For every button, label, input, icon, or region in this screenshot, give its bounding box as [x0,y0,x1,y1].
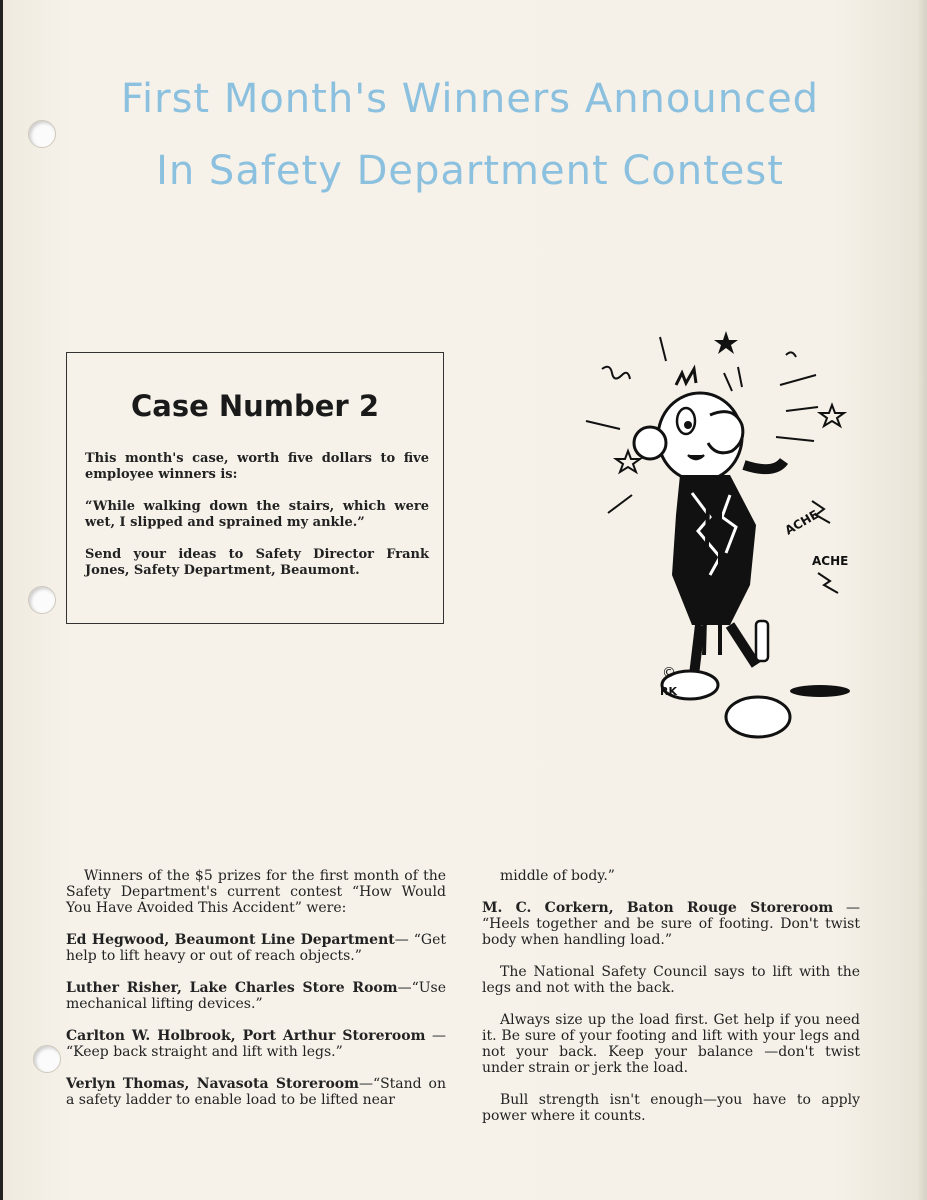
winner-quote: —“Use mechanical lifting devices.” [66,980,446,1012]
right-column [482,868,860,1140]
binder-hole [33,1045,61,1073]
winner-entry [66,1076,446,1108]
case-title: Case Number 2 [130,389,379,423]
winner-entry [482,900,860,948]
winner-entry [66,1028,446,1060]
winner-name: Ed Hegwood, Beaumont Line Department [66,932,395,948]
page-left-edge [0,0,3,1200]
winner-quote: — “Get help to lift heavy or out of reach objects.” [66,932,446,964]
winner-entry [66,980,446,1012]
safety-council-paragraph: The National Safety Council says to lift with the legs and not with the back. [482,964,860,996]
winner-quote: — “Heels together and be sure of footing. Don't twist body when handling load.” [482,900,860,948]
winner-quote: —“Stand on a safety ladder to enable load to be lifted near [66,1076,446,1108]
case-intro: This month's case, worth five dollars to five employee winners is: [85,451,429,482]
page-right-shadow [917,0,927,1200]
continuation-text: middle of body.” [500,868,615,884]
winner-name: Carlton W. Holbrook, Port Arthur Storeroom [66,1028,426,1044]
artist-signature: RK [660,685,677,698]
headline-line-1: First Month's Winners Announced [120,76,820,122]
binder-hole [28,120,56,148]
case-box [66,352,444,624]
case-instructions: Send your ideas to Safety Director Frank Jones, Safety Department, Beaumont. [85,547,429,578]
winner-name: M. C. Corkern, Baton Rouge Storeroom [482,900,834,916]
binder-hole [28,586,56,614]
left-column [66,868,446,1124]
winner-name: Luther Risher, Lake Charles Store Room [66,980,398,996]
winner-entry [66,932,446,964]
intro-paragraph: Winners of the $5 prizes for the first month of the Safety Department's current contest “How Would You Have Avoided This Accident” were: [66,868,446,916]
case-quote: “While walking down the stairs, which were wet, I slipped and sprained my ankle.” [85,499,429,530]
cartoon-illustration [580,325,860,755]
closing-paragraph: Bull strength isn't enough—you have to apply power where it counts. [482,1092,860,1124]
ache-label: ACHE [782,507,821,538]
winner-quote: — “Keep back straight and lift with legs.” [66,1028,447,1060]
copyright-mark: © [662,665,676,681]
load-advice-paragraph: Always size up the load first. Get help if you need it. Be sure of your footing and lift with your legs and not your back. Keep your balance —don't twist under strain or jerk the load. [482,1012,860,1076]
headline-line-2: In Safety Department Contest [156,148,784,194]
winner-name: Verlyn Thomas, Navasota Storeroom [66,1076,359,1092]
ache-label: ACHE [812,554,849,568]
